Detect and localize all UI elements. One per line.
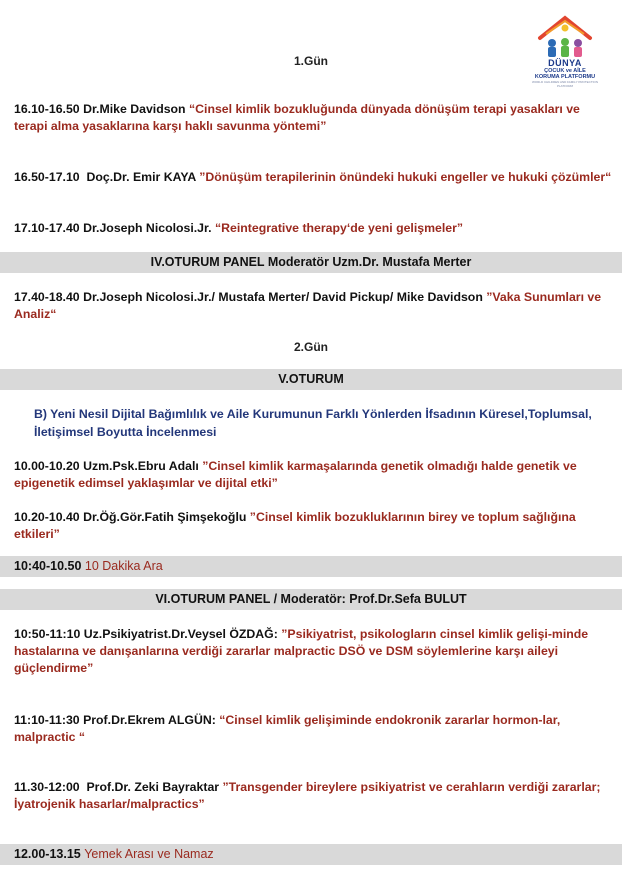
session-6-header: VI.OTURUM PANEL / Moderatör: Prof.Dr.Sefa BULUT (0, 589, 622, 610)
entry-talk: “Cinsel kimlik gelişiminde endokronik zararlar hormon-lar, malpractic “ (14, 713, 561, 744)
break-time: 12.00-13.15 (14, 847, 81, 861)
entry-time: 11.30-12:00 (14, 780, 80, 794)
entry-speaker: Dr.Joseph Nicolosi.Jr. (83, 221, 212, 235)
logo-subtitle: ÇOCUK ve AİLE KORUMA PLATFORMU (534, 68, 596, 80)
entry-time: 16.50-17.10 (14, 170, 80, 184)
entry-talk: “Reintegrative therapy‘de yeni gelişmeler” (214, 221, 464, 235)
break-label: Yemek Arası ve Namaz (84, 847, 214, 861)
entry-time: 10:50-11:10 (14, 627, 81, 641)
program-entry (14, 712, 614, 746)
entry-speaker: Uzm.Psk.Ebru Adalı (83, 459, 199, 473)
entry-time: 11:10-11:30 (14, 713, 80, 727)
program-entry (14, 626, 614, 677)
day-2-heading: 2.Gün (293, 340, 328, 354)
entry-speaker: Uz.Psikiyatrist.Dr.Veysel ÖZDAĞ: (83, 627, 278, 641)
entry-speaker: Doç.Dr. Emir KAYA (86, 170, 196, 184)
entry-time: 10.00-10.20 (14, 459, 80, 473)
program-entry (14, 169, 614, 186)
program-entry (14, 779, 614, 813)
logo-figure-icon (548, 39, 556, 47)
entry-speaker: Dr.Joseph Nicolosi.Jr./ Mustafa Merter/ David Pickup/ Mike Davidson (83, 290, 483, 304)
break-row (0, 556, 622, 577)
entry-time: 16.10-16.50 (14, 102, 80, 116)
entry-speaker: Dr.Öğ.Gör.Fatih Şimşekoğlu (83, 510, 247, 524)
session-5-header: V.OTURUM (0, 369, 622, 390)
entry-time: 10.20-10.40 (14, 510, 80, 524)
program-entry (14, 220, 614, 237)
entry-speaker: Dr.Mike Davidson (83, 102, 186, 116)
entry-talk: ”Dönüşüm terapilerinin önündeki hukuki engeller ve hukuki çözümler“ (199, 170, 612, 184)
logo-title: DÜNYA (548, 58, 582, 68)
entry-time: 17.10-17.40 (14, 221, 80, 235)
program-entry (14, 458, 614, 492)
entry-talk: ”Psikiyatrist, psikologların cinsel kimlik gelişi-minde hastalarına ve danışanlarına verdiği zararlar malpractic DSÖ ve DSM söylemlerine karşı aileyi güçlendirme” (14, 627, 589, 675)
break-row (0, 844, 622, 865)
entry-talk: ”Vaka Sunumları ve Analiz“ (14, 290, 602, 321)
entry-talk: “Cinsel kimlik bozukluğunda dünyada dönüşüm terapi yasakları ve terapi alma yasaklarına karşı haklı savunma yöntemi” (14, 102, 580, 133)
program-entry (14, 101, 614, 135)
logo-tagline: WORLD CHILDREN AND FAMILY PROTECTION PLATFORM (531, 80, 599, 88)
entry-talk: ”Cinsel kimlik karmaşalarında genetik olmadığı halde genetik ve epigenetik edimsel yaklaşımlar ve dijital etki” (14, 459, 577, 490)
session-5-intro: B) Yeni Nesil Dijital Bağımlılık ve Aile Kurumunun Farklı Yönlerden İfsadının Küresel,Toplumsal, İletişimsel Boyutta İncelenmesi (34, 407, 592, 439)
entry-speaker: Prof.Dr.Ekrem ALGÜN: (83, 713, 216, 727)
entry-time: 17.40-18.40 (14, 290, 80, 304)
session-4-header: IV.OTURUM PANEL Moderatör Uzm.Dr. Mustafa Merter (0, 252, 622, 273)
day-1-heading: 1.Gün (293, 54, 328, 68)
entry-speaker: Prof.Dr. Zeki Bayraktar (86, 780, 220, 794)
program-entry (14, 289, 614, 323)
break-time: 10:40-10.50 (14, 559, 82, 573)
entry-talk: ”Transgender bireylere psikiyatrist ve cerahların verdiği zararlar; İyatrojenik hasarlar/malpractics” (14, 780, 601, 811)
program-entry (14, 509, 614, 543)
entry-talk: ”Cinsel kimlik bozukluklarının birey ve toplum sağlığına etkileri” (14, 510, 576, 541)
break-label: 10 Dakika Ara (84, 559, 163, 573)
